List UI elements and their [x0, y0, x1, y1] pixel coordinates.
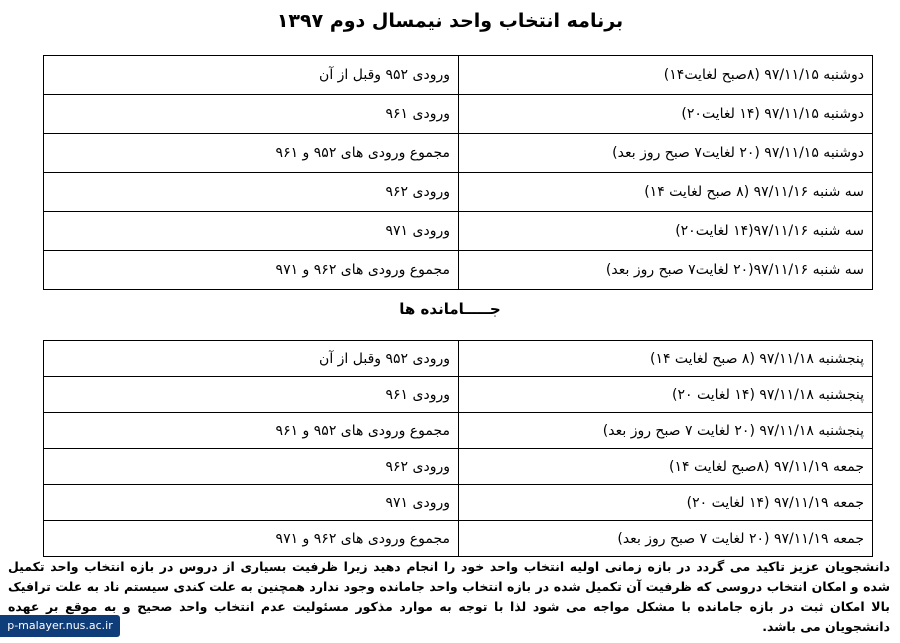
table-row — [44, 341, 873, 377]
entry-group-cell: ورودی ۹۶۲ — [44, 449, 459, 485]
date-cell: پنجشنبه ۹۷/۱۱/۱۸ (۸ صبح لغایت ۱۴) — [459, 341, 873, 377]
entry-group-cell: مجموع ورودی های ۹۵۲ و ۹۶۱ — [44, 134, 459, 173]
table-row — [44, 95, 873, 134]
entry-group-cell: مجموع ورودی های ۹۶۲ و ۹۷۱ — [44, 521, 459, 557]
date-cell: جمعه ۹۷/۱۱/۱۹ (۸صبح لغایت ۱۴) — [459, 449, 873, 485]
entry-group-cell: ورودی ۹۶۱ — [44, 95, 459, 134]
notice-paragraph: دانشجویان عزیز تاکید می گردد در بازه زمانی اولیه انتخاب واحد خود را انجام دهید زیرا ظرفیت بسیاری از دروس در بازه انتخاب واحد تکمیل شده و امکان انتخاب دروسی که ظرفیت آن تکمیل شده در بازه انتخاب واحد جامانده وجود ندارد همچنین به علت کندی سیستم ناد به علت ترافیک بالا امکان ثبت در بازه جامانده با مشکل مواجه می شود لذا با توجه به موارد مذکور مسئولیت عدم انتخاب واحد صحیح و به موقع بر عهده دانشجویان می باشد. — [8, 559, 890, 634]
entry-group-cell: ورودی ۹۷۱ — [44, 485, 459, 521]
table-row — [44, 413, 873, 449]
table-row — [44, 173, 873, 212]
page-title: برنامه انتخاب واحد نیمسال دوم ۱۳۹۷ — [276, 10, 624, 32]
date-cell: سه شنبه ۹۷/۱۱/۱۶ (۸ صبح لغایت ۱۴) — [459, 173, 873, 212]
table-row — [44, 56, 873, 95]
entry-group-cell: ورودی ۹۵۲ وقبل از آن — [44, 56, 459, 95]
table-row — [44, 449, 873, 485]
entry-group-cell: ورودی ۹۷۱ — [44, 212, 459, 251]
date-cell: جمعه ۹۷/۱۱/۱۹ (۲۰ لغایت ۷ صبح روز بعد) — [459, 521, 873, 557]
table-row — [44, 251, 873, 290]
table-row — [44, 485, 873, 521]
date-cell: پنجشنبه ۹۷/۱۱/۱۸ (۱۴ لغایت ۲۰) — [459, 377, 873, 413]
date-cell: سه شنبه ۹۷/۱۱/۱۶(۲۰ لغایت۷ صبح روز بعد) — [459, 251, 873, 290]
table-row — [44, 134, 873, 173]
date-cell: دوشنبه ۹۷/۱۱/۱۵ (۱۴ لغایت۲۰) — [459, 95, 873, 134]
entry-group-cell: مجموع ورودی های ۹۵۲ و ۹۶۱ — [44, 413, 459, 449]
entry-group-cell: مجموع ورودی های ۹۶۲ و ۹۷۱ — [44, 251, 459, 290]
late-registration-heading: جـــــامانده ها — [399, 300, 501, 318]
date-cell: جمعه ۹۷/۱۱/۱۹ (۱۴ لغایت ۲۰) — [459, 485, 873, 521]
main-schedule-body — [44, 56, 873, 290]
table-row — [44, 377, 873, 413]
table-row — [44, 521, 873, 557]
date-cell: دوشنبه ۹۷/۱۱/۱۵ (۸صبح لغایت۱۴) — [459, 56, 873, 95]
entry-group-cell: ورودی ۹۵۲ وقبل از آن — [44, 341, 459, 377]
site-watermark: p-malayer.nus.ac.ir — [0, 615, 120, 637]
entry-group-cell: ورودی ۹۶۱ — [44, 377, 459, 413]
date-cell: پنجشنبه ۹۷/۱۱/۱۸ (۲۰ لغایت ۷ صبح روز بعد) — [459, 413, 873, 449]
main-schedule-table — [43, 55, 873, 290]
entry-group-cell: ورودی ۹۶۲ — [44, 173, 459, 212]
date-cell: دوشنبه ۹۷/۱۱/۱۵ (۲۰ لغایت۷ صبح روز بعد) — [459, 134, 873, 173]
late-schedule-body — [44, 341, 873, 557]
late-schedule-table — [43, 340, 873, 557]
date-cell: سه شنبه ۹۷/۱۱/۱۶(۱۴ لغایت۲۰) — [459, 212, 873, 251]
table-row — [44, 212, 873, 251]
